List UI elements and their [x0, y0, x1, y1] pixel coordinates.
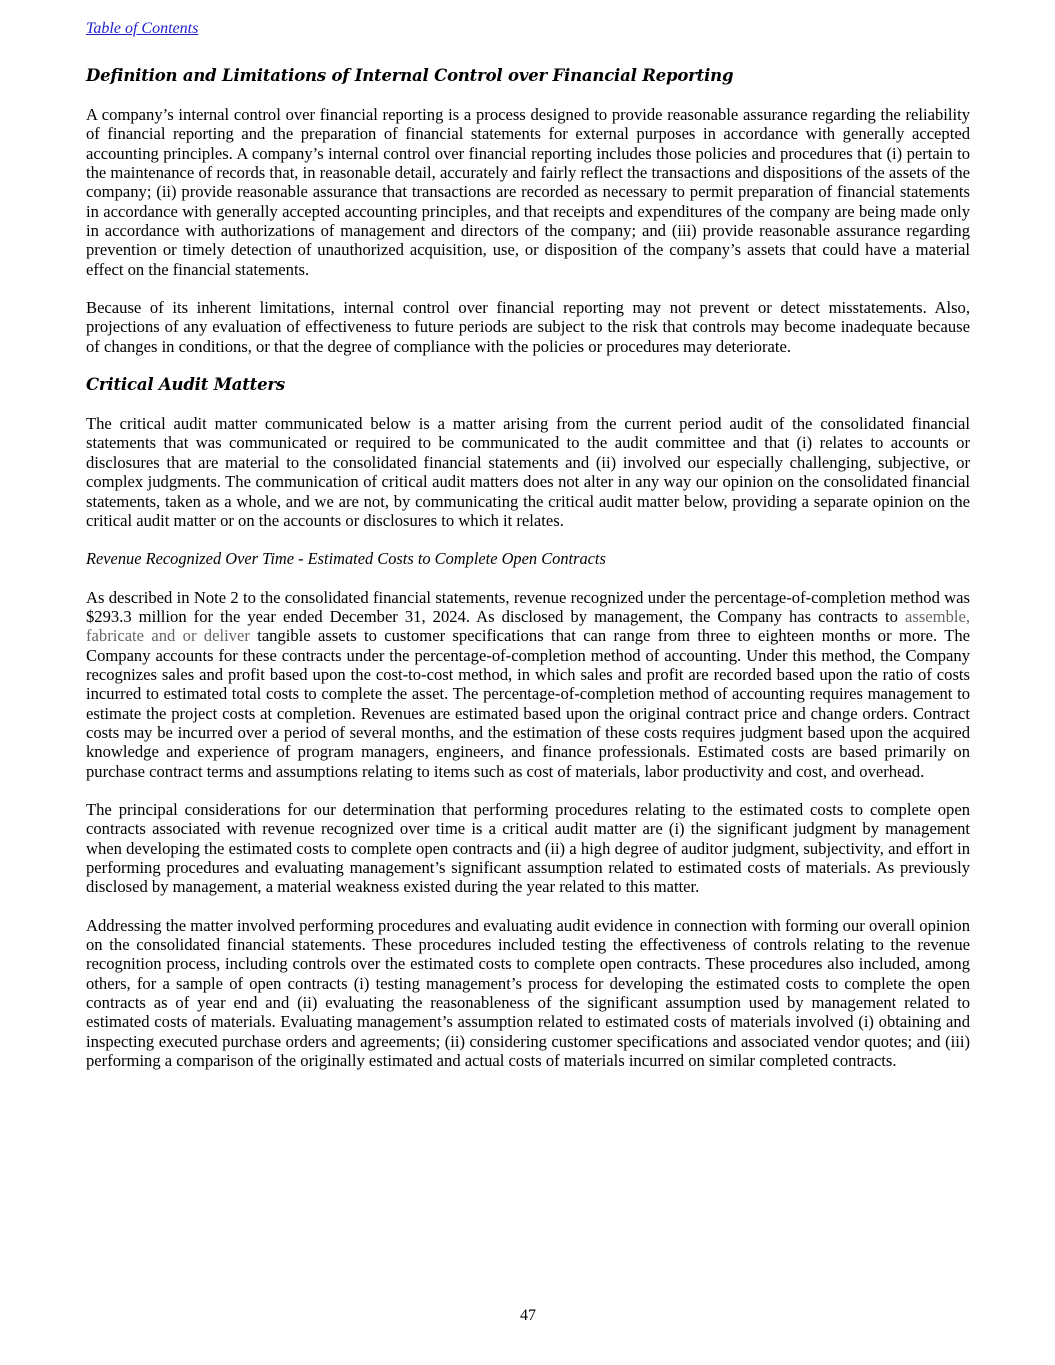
paragraph-internal-control-definition: A company’s internal control over financial reporting is a process designed to provide reasonable assurance regarding the reliability of financial reporting and the preparation of financial statements for external purposes in accordance with generally accepted accounting principles. A company’s internal control over financial reporting includes those policies and procedures that (i) pertain to the maintenance of records that, in reasonable detail, accurately and fairly reflect the transactions and dispositions of the assets of the company; (ii) provide reasonable assurance that transactions are recorded as necessary to permit preparation of financial statements in accordance with generally accepted accounting principles, and that receipts and expenditures of the company are being made only in accordance with authorizations of management and directors of the company; and (iii) provide reasonable assurance regarding prevention or timely detection of unauthorized acquisition, use, or disposition of the company’s assets that could have a material effect on the financial statements. [86, 105, 970, 279]
page-number: 47 [520, 1307, 536, 1324]
paragraph-critical-audit-matter-intro: The critical audit matter communicated below is a matter arising from the current period audit of the consolidated financial statements that was communicated or required to be communicated to the audit committee and that (i) relates to accounts or disclosures that are material to the consolidated financial statements and (ii) involved our especially challenging, subjective, or complex judgments. The communication of critical audit matters does not alter in any way our opinion on the consolidated financial statements, taken as a whole, and we are not, by communicating the critical audit matter below, providing a separate opinion on the critical audit matter or on the accounts or disclosures to which it relates. [86, 414, 970, 530]
paragraph-revenue-description [86, 588, 970, 781]
paragraph-principal-considerations: The principal considerations for our determination that performing procedures relating to the estimated costs to complete open contracts associated with revenue recognized over time is a critical audit matter are (i) the significant judgment by management when developing the estimated costs to complete open contracts and (ii) a high degree of auditor judgment, subjectivity, and effort in performing procedures and evaluating management’s significant assumption related to estimated costs of materials. As previously disclosed by management, a material weakness existed during the year related to this matter. [86, 799, 970, 897]
revenue-text-highlight: assemble, fabricate and or deliver [86, 606, 970, 646]
document-body [86, 66, 970, 1089]
section-heading-internal-control: Definition and Limitations of Internal Control over Financial Reporting [86, 66, 734, 85]
table-of-contents-link[interactable]: Table of Contents [86, 20, 199, 37]
paragraph-inherent-limitations: Because of its inherent limitations, internal control over financial reporting may not prevent or detect misstatements. Also, projections of any evaluation of effectiveness to future periods are subject to the risk that controls may become inadequate because of changes in conditions, or that the degree of compliance with the policies or procedures may deteriorate. [86, 298, 970, 356]
paragraph-addressing-matter: Addressing the matter involved performing procedures and evaluating audit evidence in connection with forming our overall opinion on the consolidated financial statements. These procedures included testing the effectiveness of controls relating to the revenue recognition process, including controls over the estimated costs to complete open contracts. These procedures also included, among others, for a sample of open contracts (i) testing management’s process for developing the estimated costs to complete the open contracts as of year end and (ii) evaluating the reasonableness of the significant assumption used by management related to estimated costs of materials. Evaluating management’s assumption related to estimated costs of materials involved (i) obtaining and inspecting executed purchase orders and agreements; (ii) considering customer specifications and associated vendor quotes; and (iii) performing a comparison of the originally estimated and actual costs of materials incurred on similar completed contracts. [86, 915, 970, 1071]
subheading-revenue-recognized: Revenue Recognized Over Time - Estimated Costs to Complete Open Contracts [86, 549, 606, 569]
revenue-text-start: As described in Note 2 to the consolidated financial statements, revenue recognized under the percentage-of-completion method was $293.3 million for the year ended December 31, 2024. As disclosed by management, the Company has contracts to [86, 587, 970, 626]
revenue-text-end: tangible assets to customer specifications that can range from three to eighteen months or more. The Company accounts for these contracts under the percentage-of-completion method of accounting. Under this method, the Company recognizes sales and profit based upon the cost-to-cost method, in which sales and profit are recorded based upon the ratio of costs incurred to estimated total costs to complete the asset. The percentage-of-completion method of accounting requires management to estimate the project costs at completion. Revenues are estimated based upon the original contract price and change orders. Contract costs may be incurred over a period of several months, and the estimation of these costs requires judgment based upon the acquired knowledge and experience of program managers, engineers, and finance professionals. Estimated costs are based primarily on purchase contract terms and assumptions relating to items such as cost of materials, labor productivity and cost, and overhead. [86, 626, 970, 781]
section-heading-critical-audit-matters: Critical Audit Matters [86, 375, 285, 395]
